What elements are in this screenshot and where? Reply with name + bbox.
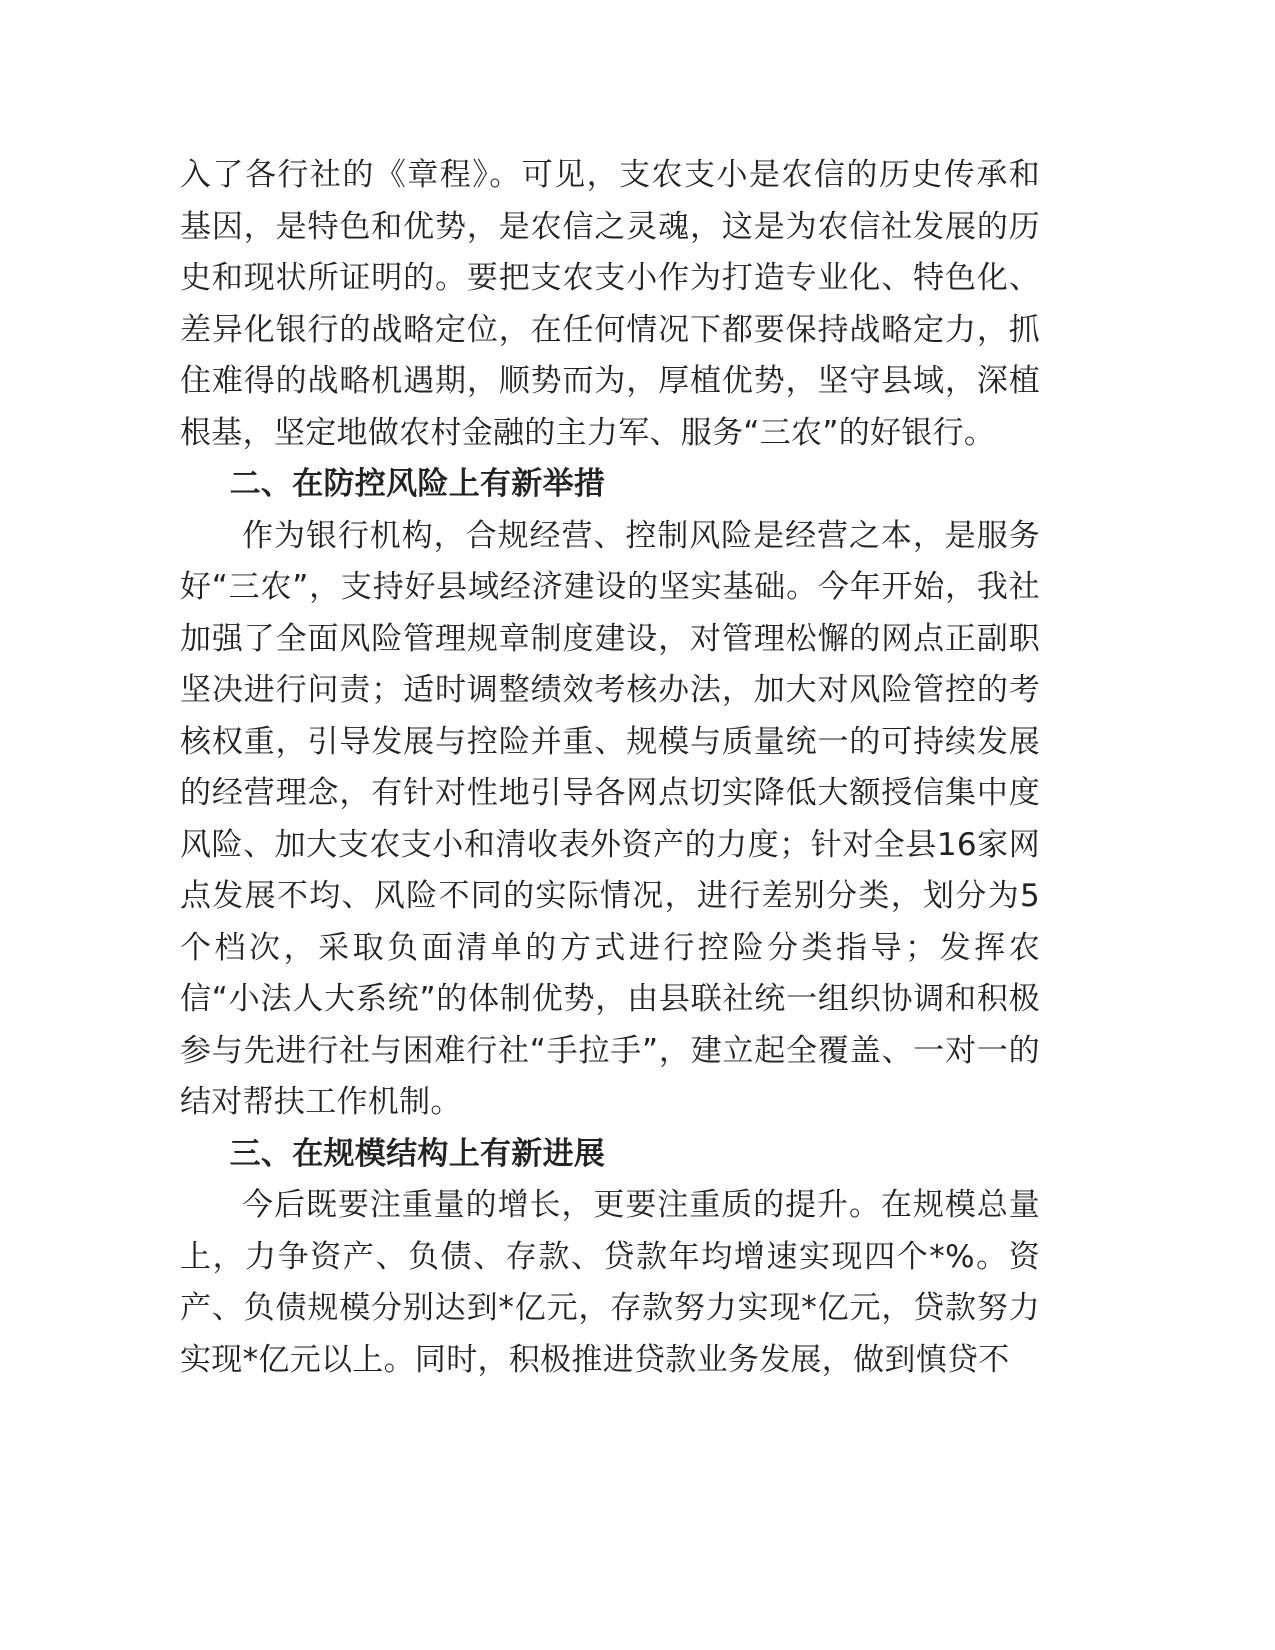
section-heading-risk-control: 二、在防控风险上有新举措 bbox=[229, 466, 606, 502]
paragraph-scale-structure: 今后既要注重量的增长，更要注重质的提升。在规模总量上，力争资产、负债、存款、贷款年均增速实现四个*%。资产、负债规模分别达到*亿元，存款努力实现*亿元，贷款努力实现*亿元以上。同时，积极推进贷款业务发展，做到慎贷不 bbox=[180, 1187, 1040, 1378]
paragraph-risk-control: 作为银行机构，合规经营、控制风险是经营之本，是服务好“三农”，支持好县域经济建设的坚实基础。今年开始，我社加强了全面风险管理规章制度建设，对管理松懈的网点正副职坚决进行问责；适时调整绩效考核办法，加大对风险管控的考核权重，引导发展与控险并重、规模与质量统一的可持续发展的经营理念，有针对性地引导各网点切实降低大额授信集中度风险、加大支农支小和清收表外资产的力度；针对全县16家网点发展不均、风险不同的实际情况，进行差别分类，划分为5个档次，采取负面清单的方式进行控险分类指导；发挥农信“小法人大系统”的体制优势，由县联社统一组织协调和积极参与先进行社与困难行社“手拉手”，建立起全覆盖、一对一的结对帮扶工作机制。 bbox=[180, 517, 1040, 1120]
paragraph-continuation: 入了各行社的《章程》。可见，支农支小是农信的历史传承和基因，是特色和优势，是农信之灵魂，这是为农信社发展的历史和现状所证明的。要把支农支小作为打造专业化、特色化、差异化银行的战略定位，在任何情况下都要保持战略定力，抓住难得的战略机遇期，顺势而为，厚植优势，坚守县域，深植根基，坚定地做农村金融的主力军、服务“三农”的好银行。 bbox=[180, 157, 1040, 451]
document-body bbox=[180, 150, 1040, 1386]
section-heading-scale-structure: 三、在规模结构上有新进展 bbox=[229, 1135, 606, 1172]
